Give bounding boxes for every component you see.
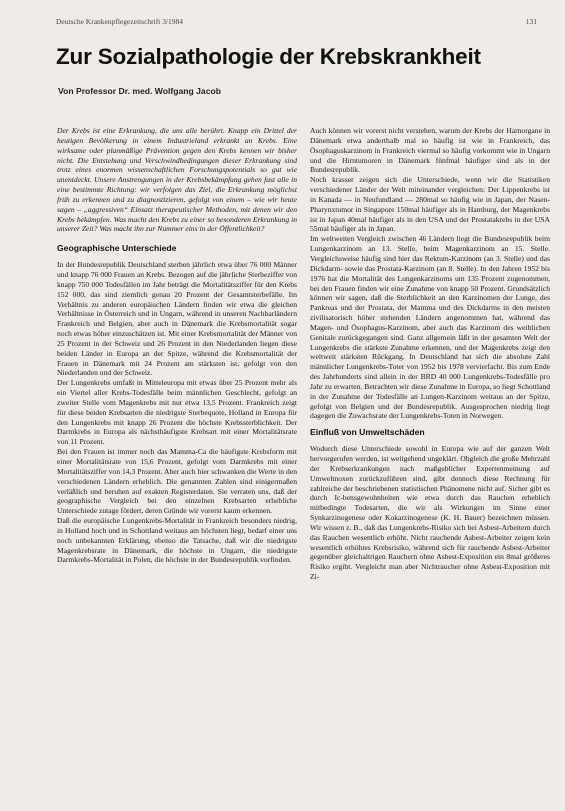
section-heading: Geographische Unterschiede	[57, 243, 177, 254]
text-column-right	[310, 126, 550, 806]
body-paragraph: In der Bundesrepublik Deutschland sterben jährlich etwa über 76 000 Männer und knapp 76 000 Frauen an Krebs. Bezogen auf die jährliche Sterbeziffer von knapp 750 000 Todesfällen im Jahr beträgt die Mortalitätsziffer für den Krebs 152 000, das sind ziemlich genau 20 Prozent der Gesamtsterbefälle. Im Verhältnis zu anderen europäischen Ländern finden wir etwa die gleichen Verhältnisse in Österreich und in Ungarn, während in unseren Nachbarländern Frankreich und Belgien, aber auch in Dänemark die Krebsmortalität sogar noch etwas höher einzuschätzen ist. Mit einer Krebsmortalität der Männer von 25 Prozent in der Schweiz und 26 Prozent in den Niederlanden liegen diese beiden Länder in Europa an der Spitze, während die Krebsmortalität der Frauen in Dänemark mit 24 Prozent am stärksten ist, gefolgt von den Niederlanden und der Schweiz.	[57, 260, 297, 378]
article-lead: Der Krebs ist eine Erkrankung, die uns alle berührt. Knapp ein Drittel der heutigen Bevölkerung in einem Industrieland erkrankt an Krebs. Eine wirksame oder planmäßige Prävention gegen den Krebs kennen wir bisher nicht. Die Entstehung und Verschwindbedingungen dieser Erkrankung sind trotz eines enormen wissenschaftlichen Forschungspotentials so gut wie unentdeckt. Unsere Anstrengungen in der Krebsbekämpfung gehen fast alle in eine bestimmte Richtung: wir verfolgen das Ziel, die Erkrankung möglichst früh zu erkennen und zu diagnostizieren, gefolgt von einem – wie wir heute sagen – „aggressiven“ Einsatz therapeutischer Methoden, mit denen wir den Krebs bekämpfen. Was macht den Krebs zu einer so besonderen Erkrankung in unserer Zeit? Was macht ihn zur Nummer eins in der Öffentlichkeit?	[57, 126, 297, 234]
running-header	[56, 17, 537, 29]
body-paragraph: Daß die europäische Lungenkrebs-Mortalität in Frankreich besonders niedrig, in Holland hoch und in Schottland weitaus am höchsten liegt, bedarf einer uns noch unbekannten Erklärung, ebenso die Tatsache, daß wir die niedrigste Magenkrebsrate in Dänemark, die höchste in Ungarn, die niedrigste Darmkrebs-Mortalität in Polen, die höchste in der Bundesrepublik vorfinden.	[57, 516, 297, 565]
body-paragraph: Im weltweiten Vergleich zwischen 46 Ländern liegt die Bundesrepublik beim Lungenkarzinom an 13. Stelle, beim Magenkarzinom an 15. Stelle. Vergleichsweise häufig sind hier das Rektum-Karzinom (an 3. Stelle) und das Dickdarm- sowie das Prostata-Karzinom (an 8. Stelle). In den Jahren 1952 bis 1976 hat die Mortalität des Lungenkarzinoms um 135 Prozent zugenommen, bei den Frauen finden wir eine Zunahme von knapp 50 Prozent. Grundsätzlich können wir sagen, daß die Sterblichkeit an den Karzinomen der Lunge, des Pankreas und der Prostata, der Mamma und des Dickdarms in den meisten zivilisatorisch höher stehenden Ländern angenommen hat, während das Magen- und Ösophagus-Karzinom, aber auch das Karzinom des weiblichen Genitale zurückgegangen sind. Ganz allgemein läßt in der gesamten Welt der Lungenkrebs die stärkste Zunahme erkennen, und der Magenkrebs zeigt den weltweit stärksten Rückgang. In Deutschland hat sich die absolute Zahl männlicher Lungenkrebs-Toter von 1952 bis 1978 vervierfacht. Bis zum Ende des Jahrhunderts sind allein in der BRD 40 000 Lungenkrebs-Todesfälle pro Jahr zu erwarten. Betrachten wir diese Zunahme in Europa, so liegt Schottland in der Zunahme der Todesfälle an Lungen-Karzinom weitaus an der Spitze, gefolgt von Belgien und der Bundesrepublik. Ausgesprochen niedrig liegt dagegen die Zuwachsrate der Lungenkrebs-Toten in Norwegen.	[310, 234, 550, 421]
article-title: Zur Sozialpathologie der Krebskrankheit	[56, 44, 481, 69]
body-paragraph: Der Lungenkrebs umfaßt in Mitteleuropa mit etwas über 25 Prozent mehr als ein Viertel aller Krebs-Todesfälle beim männlichen Geschlecht, gefolgt an zweiter Stelle vom Magenkrebs mit nur etwa 13,5 Prozent. Frankreich zeigt für diese beiden Krebsarten die niedrigste Sterbequote, Holland in Europa für den Lungenkrebs mit knapp 26 Prozent die höchste Krebssterblichkeit. Der Darmkrebs in Europa als nächsthäufigste Krebsart mit einer Mortalitätsrate von 11 Prozent.	[57, 378, 297, 447]
body-paragraph: Noch krasser zeigen sich die Unterschiede, wenn wir die Statistiken verschiedener Länder der Welt miteinander vergleichen: Der Lippenkrebs ist in Kanada — in Neufundland — 280mal so häufig wie in Japan, der Nasen-Pharynxtumor in Singapore 150mal häufiger als in Hamburg, der Magenkrebs ist in Japan 40mal häufiger als in den USA und der Prostatakrebs in der USA 55mal häufiger als in Japan.	[310, 175, 550, 234]
section-heading: Einfluß von Umweltschäden	[310, 427, 425, 438]
body-paragraph: Auch können wir vorerst nicht verstehen, warum der Krebs der Harnorgane in Dänemark etwa anderthalb mal so häufig ist wie in Frankreich, das Ösophaguskarzinom in Frankreich viermal so häufig vorkommt wie in Ungarn und die Hirntumoren in Dänemark fünfmal häufiger sind als in der Bundesrepublik.	[310, 126, 550, 175]
page-number: 131	[525, 17, 537, 26]
journal-name: Deutsche Krankenpflegezeitschrift 3/1984	[56, 17, 184, 26]
article-author: Von Professor Dr. med. Wolfgang Jacob	[58, 86, 221, 96]
body-paragraph: Wodurch diese Unterschiede sowohl in Europa wie auf der ganzen Welt hervorgerufen werden, ist weitgehend ungeklärt. Obgleich die große Mehrzahl der Krebserkrankungen nach maßgeblicher Expertenmeinung auf Umweltnoxen zurückzuführen sind, gibt dennoch diese Rechnung für zahlreiche der beschriebenen statistischen Phänomene nicht auf. Sicher gibt es durch Ic-bensgewohnheiten wie etwa durch das Rauchen erheblich mitbedingte Todesarten, die wir als Wirkungen im Sinne einer Synkarzinogenese oder Kokarzinogenese (K. H. Bauer) bezeichnen müssen. Wir wissen z. B., daß das Lungenkrebs-Risiko sich bei Asbest-Arbeitern durch das Rauchen wesentlich erhöht. Nicht rauchende Asbest-Arbeiter zeigen kein wesentlich erhöhtes Krebsrisiko, während sich für rauchende Asbest-Arbeiter gegenüber gleichaltrigen Rauchern ohne Asbest-Exposition ein 8mal größeres Risiko ergibt. Vergleicht man aber Nichtraucher ohne Asbest-Exposition mit Zi-	[310, 444, 550, 582]
text-column-left	[57, 126, 297, 806]
body-paragraph: Bei den Frauen ist immer noch das Mamma-Ca die häufigste Krebsform mit einer Mortalitätsrate von 15,6 Prozent, gefolgt vom Darmkrebs mit einer Mortalitätsziffer von 14,3 Prozent. Aber auch hier schwanken die Werte in den verschiedenen Ländern erheblich. Die genannten Zahlen sind einigermaßen verläßlich und beruhen auf exakten Registerdaten. Sie verraten uns, daß der geographische Vergleich bei den einzelnen Krebsarten erhebliche Unterschiede zutage fördert, deren Gründe wir vorerst kaum erkennen.	[57, 447, 297, 516]
